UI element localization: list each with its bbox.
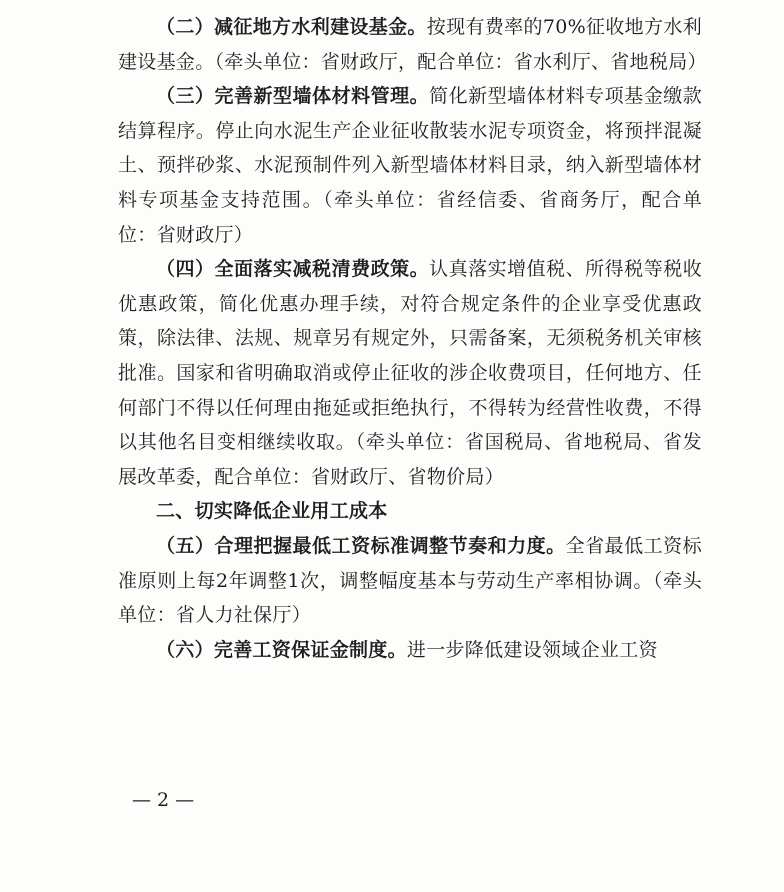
paragraph-text: 按现有费率的70%征收地方水利建设基金。（牵头单位：省财政厅，配合单位：省水利厅、省地税局）	[118, 16, 707, 73]
paragraph-4	[118, 252, 702, 494]
paragraph-text: 全省最低工资标准原则上每2年调整1次，调整幅度基本与劳动生产率相协调。（牵头单位：省人力社保厅）	[118, 534, 702, 627]
paragraph-lead: （六）完善工资保证金制度。	[156, 638, 407, 661]
paragraph-lead: （三）完善新型墙体材料管理。	[156, 85, 430, 108]
paragraph-lead: （五）合理把握最低工资标准调整节奏和力度。	[156, 534, 566, 557]
paragraph-text: 进一步降低建设领域企业工资	[406, 638, 658, 661]
page-number: — 2 —	[132, 789, 195, 811]
paragraph-2	[118, 10, 707, 79]
paragraph-text: 认真落实增值税、所得税等税收优惠政策，简化优惠办理手续，对符合规定条件的企业享受优惠政策，除法律、法规、规章另有规定外，只需备案，无须税务机关审核批准。国家和省明确取消或停止征收的涉企收费项目，任何地方、任何部门不得以任何理由拖延或拒绝执行，不得转为经营性收费，不得以其他名目变相继续收取。（牵头单位：省国税局、省地税局、省发展改革委，配合单位：省财政厅、省物价局）	[118, 258, 703, 488]
paragraph-lead: （二）减征地方水利建设基金。	[156, 16, 427, 38]
paragraph-3	[118, 79, 702, 252]
paragraph-6	[118, 633, 702, 668]
paragraph-5	[118, 529, 702, 633]
document-body	[118, 10, 707, 667]
paragraph-lead: （四）全面落实减税清费政策。	[156, 258, 430, 281]
section-heading: 二、切实降低企业用工成本	[156, 500, 388, 523]
paragraph-text: 简化新型墙体材料专项基金缴款结算程序。停止向水泥生产企业征收散装水泥专项资金，将预拌混凝土、预拌砂浆、水泥预制件列入新型墙体材料目录，纳入新型墙体材料专项基金支持范围。（牵头单位：省经信委、省商务厅，配合单位：省财政厅）	[118, 85, 703, 246]
